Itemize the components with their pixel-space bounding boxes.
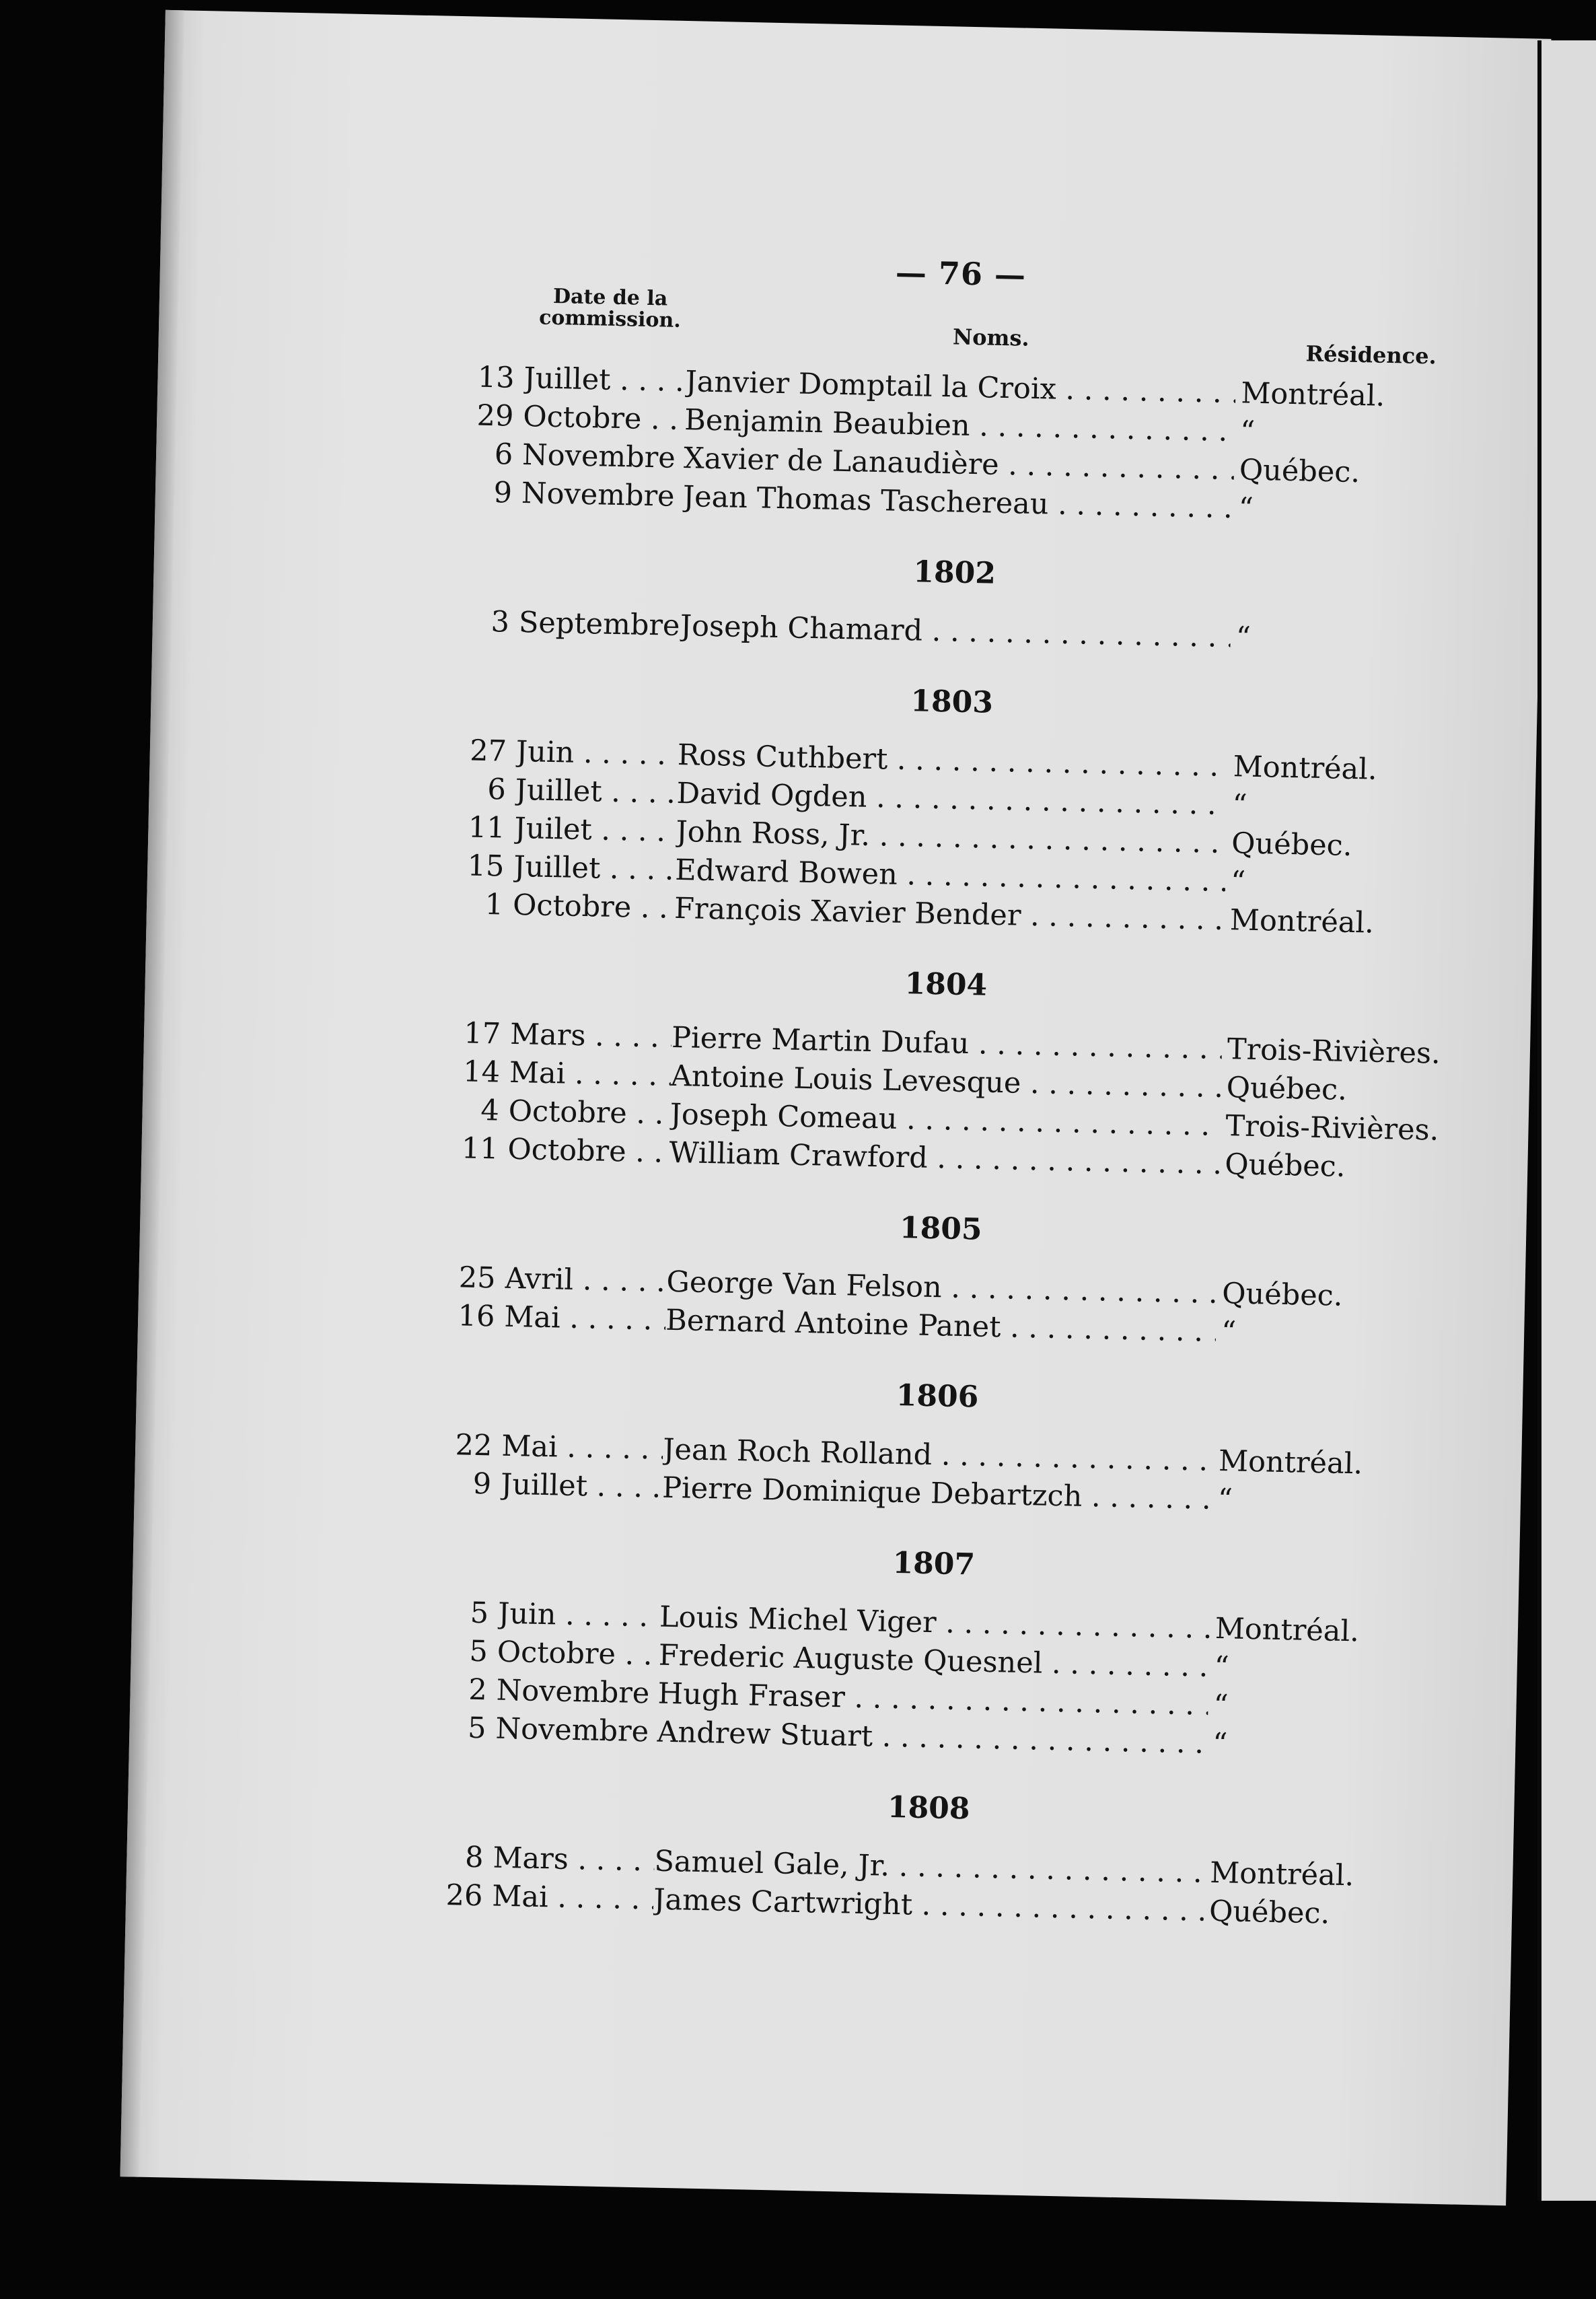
year-section (451, 358, 1463, 532)
entry-month: Novembre . . . (495, 1710, 657, 1752)
entry-residence: “ (1230, 865, 1246, 899)
year-heading: 1802 (912, 555, 996, 591)
entry-name: Samuel Gale, Jr. . . . (654, 1843, 1205, 1893)
year-heading: 1803 (910, 684, 994, 720)
entry-name: Andrew Stuart . . . (657, 1713, 1208, 1763)
entry-month: Mars . . . (510, 1016, 672, 1057)
entry-month: Juillet . . . (523, 359, 686, 401)
year-section (437, 957, 1451, 1189)
entry-day: 5 (469, 1634, 488, 1669)
entry-day: 5 (467, 1711, 487, 1746)
entry-month: Mai . . . (492, 1878, 654, 1919)
entry-name: Hugh Fraser . . . (657, 1675, 1208, 1725)
year-heading: 1808 (887, 1790, 970, 1827)
year-heading: 1804 (904, 966, 988, 1003)
entry-residence: “ (1214, 1650, 1230, 1685)
entry-residence: Montréal. (1233, 750, 1378, 787)
year-section (422, 1780, 1434, 1935)
year-heading: 1805 (899, 1211, 983, 1247)
year-heading: 1806 (896, 1378, 979, 1415)
entry-day: 9 (472, 1466, 492, 1501)
entry-month: Avril . . . (505, 1260, 667, 1302)
entry-residence: “ (1213, 1688, 1229, 1723)
entry-month: Octobre . . . (507, 1131, 669, 1172)
entry-day: 13 (477, 360, 515, 395)
entry-name: François Xavier Bender . . . (674, 890, 1225, 940)
entry-name: George Van Felson . . . (666, 1263, 1217, 1313)
entry-day: 9 (493, 476, 513, 510)
document-page (120, 10, 1552, 2205)
entry-month: Juillet . . . (515, 771, 677, 813)
entry-name: Benjamin Beaubien . . . (684, 401, 1235, 451)
entry-residence: “ (1217, 1483, 1233, 1517)
entry-day: 1 (484, 888, 504, 922)
entry-month: Octobre . . . (523, 398, 685, 439)
entry-residence: Québec. (1208, 1894, 1330, 1931)
year-section (448, 545, 1459, 662)
entry-residence: Trois-Rivières. (1225, 1109, 1439, 1147)
entry-residence: Montréal. (1240, 376, 1385, 413)
page-content (422, 245, 1466, 1936)
entry-residence: Québec. (1231, 826, 1352, 863)
entry-day: 8 (464, 1840, 484, 1875)
entry-day: 27 (469, 734, 507, 769)
entry-residence: Montréal. (1218, 1444, 1363, 1481)
entry-name: Jean Thomas Taschereau . . . (682, 478, 1233, 528)
year-section (434, 1201, 1446, 1356)
entry-residence: Québec. (1239, 453, 1361, 490)
entry-name: Frederic Auguste Quesnel . . . (658, 1637, 1209, 1687)
entry-day: 15 (467, 849, 505, 884)
year-section (425, 1536, 1439, 1768)
entry-month: Mai . . . (509, 1054, 671, 1096)
entry-name: Xavier de Lanaudière . . . (684, 439, 1235, 489)
entry-month: Novembre . . . (522, 436, 684, 478)
entry-day: 11 (461, 1131, 499, 1166)
entry-residence: Québec. (1221, 1277, 1343, 1313)
entry-month: Juin . . . (515, 733, 678, 775)
entry-residence: Trois-Rivières. (1227, 1032, 1441, 1071)
scan-border (0, 2268, 1596, 2299)
entry-name: Joseph Chamard . . . (680, 607, 1231, 657)
entry-month: Juillet . . . (501, 1466, 663, 1508)
entry-day: 6 (494, 437, 513, 472)
entry-residence: Montréal. (1229, 903, 1375, 940)
year-section (443, 674, 1457, 944)
entry-day: 26 (445, 1878, 483, 1913)
entry-day: 3 (491, 605, 510, 639)
entry-month: Juilet . . . (514, 810, 676, 851)
entry-residence: Québec. (1226, 1071, 1348, 1107)
commission-entry (448, 602, 1458, 662)
entry-name: Bernard Antoine Panet . . . (665, 1302, 1217, 1351)
entry-name: Ross Cuthbert . . . (677, 736, 1228, 786)
entry-name: Edward Bowen . . . (675, 851, 1226, 901)
page-binding-edge (120, 10, 184, 2177)
entry-name: David Ogden . . . (676, 775, 1227, 824)
entry-day: 29 (476, 398, 514, 433)
page-number: — 76 — (895, 254, 1027, 293)
entry-day: 22 (455, 1428, 493, 1463)
entry-day: 5 (470, 1596, 489, 1631)
entry-day: 11 (468, 810, 506, 845)
year-section (431, 1369, 1443, 1524)
entry-residence: “ (1238, 491, 1254, 526)
entry-day: 6 (486, 773, 507, 807)
entry-name: Joseph Comeau . . . (669, 1096, 1221, 1145)
entry-day: 25 (458, 1261, 497, 1296)
entry-month: Mars . . . (493, 1839, 655, 1881)
commission-list (422, 358, 1463, 1936)
entry-name: James Cartwright . . . (653, 1881, 1204, 1931)
entry-name: Pierre Dominique Debartzch . . . (662, 1469, 1213, 1519)
adjacent-page-edge (1537, 40, 1596, 2201)
entry-name: Louis Michel Viger . . . (659, 1598, 1210, 1648)
entry-residence: Montréal. (1209, 1855, 1354, 1893)
entry-month: Octobre . . . (508, 1092, 670, 1134)
entry-month: Octobre . . . (513, 886, 675, 928)
entry-residence: Montréal. (1214, 1611, 1360, 1649)
entry-day: 2 (468, 1672, 488, 1707)
entry-residence: “ (1232, 788, 1248, 822)
entry-month: Mai . . . (501, 1427, 663, 1469)
entry-residence: “ (1235, 621, 1252, 655)
header-date-commission: Date de la commission. (538, 284, 682, 332)
entry-day: 14 (462, 1055, 501, 1090)
entry-month: Juin . . . (498, 1595, 660, 1637)
entry-residence: “ (1212, 1726, 1228, 1761)
entry-month: Septembre . . . (518, 604, 680, 645)
entry-name: Pierre Martin Dufau . . . (672, 1019, 1223, 1069)
entry-month: Mai . . . (504, 1298, 666, 1340)
entry-name: William Crawford . . . (669, 1134, 1220, 1184)
entry-day: 16 (458, 1299, 495, 1334)
header-residence: Résidence. (1305, 341, 1437, 369)
entry-name: Jean Roch Rolland . . . (663, 1431, 1214, 1481)
entry-residence: Québec. (1224, 1147, 1346, 1184)
entry-day: 4 (480, 1093, 500, 1128)
entry-name: John Ross, Jr. . . . (676, 813, 1227, 863)
entry-month: Novembre . . . (521, 474, 683, 516)
entry-name: Janvier Domptail la Croix . . . (685, 363, 1236, 413)
entry-name: Antoine Louis Levesque . . . (670, 1057, 1221, 1107)
entry-residence: “ (1239, 415, 1256, 449)
entry-day: 17 (463, 1016, 501, 1051)
entry-month: Octobre . . . (497, 1633, 659, 1675)
header-names: Noms. (952, 324, 1030, 351)
entry-month: Novembre . . . (496, 1672, 658, 1713)
entry-residence: “ (1221, 1315, 1237, 1349)
year-heading: 1807 (892, 1545, 976, 1582)
entry-month: Juillet . . . (513, 848, 676, 890)
